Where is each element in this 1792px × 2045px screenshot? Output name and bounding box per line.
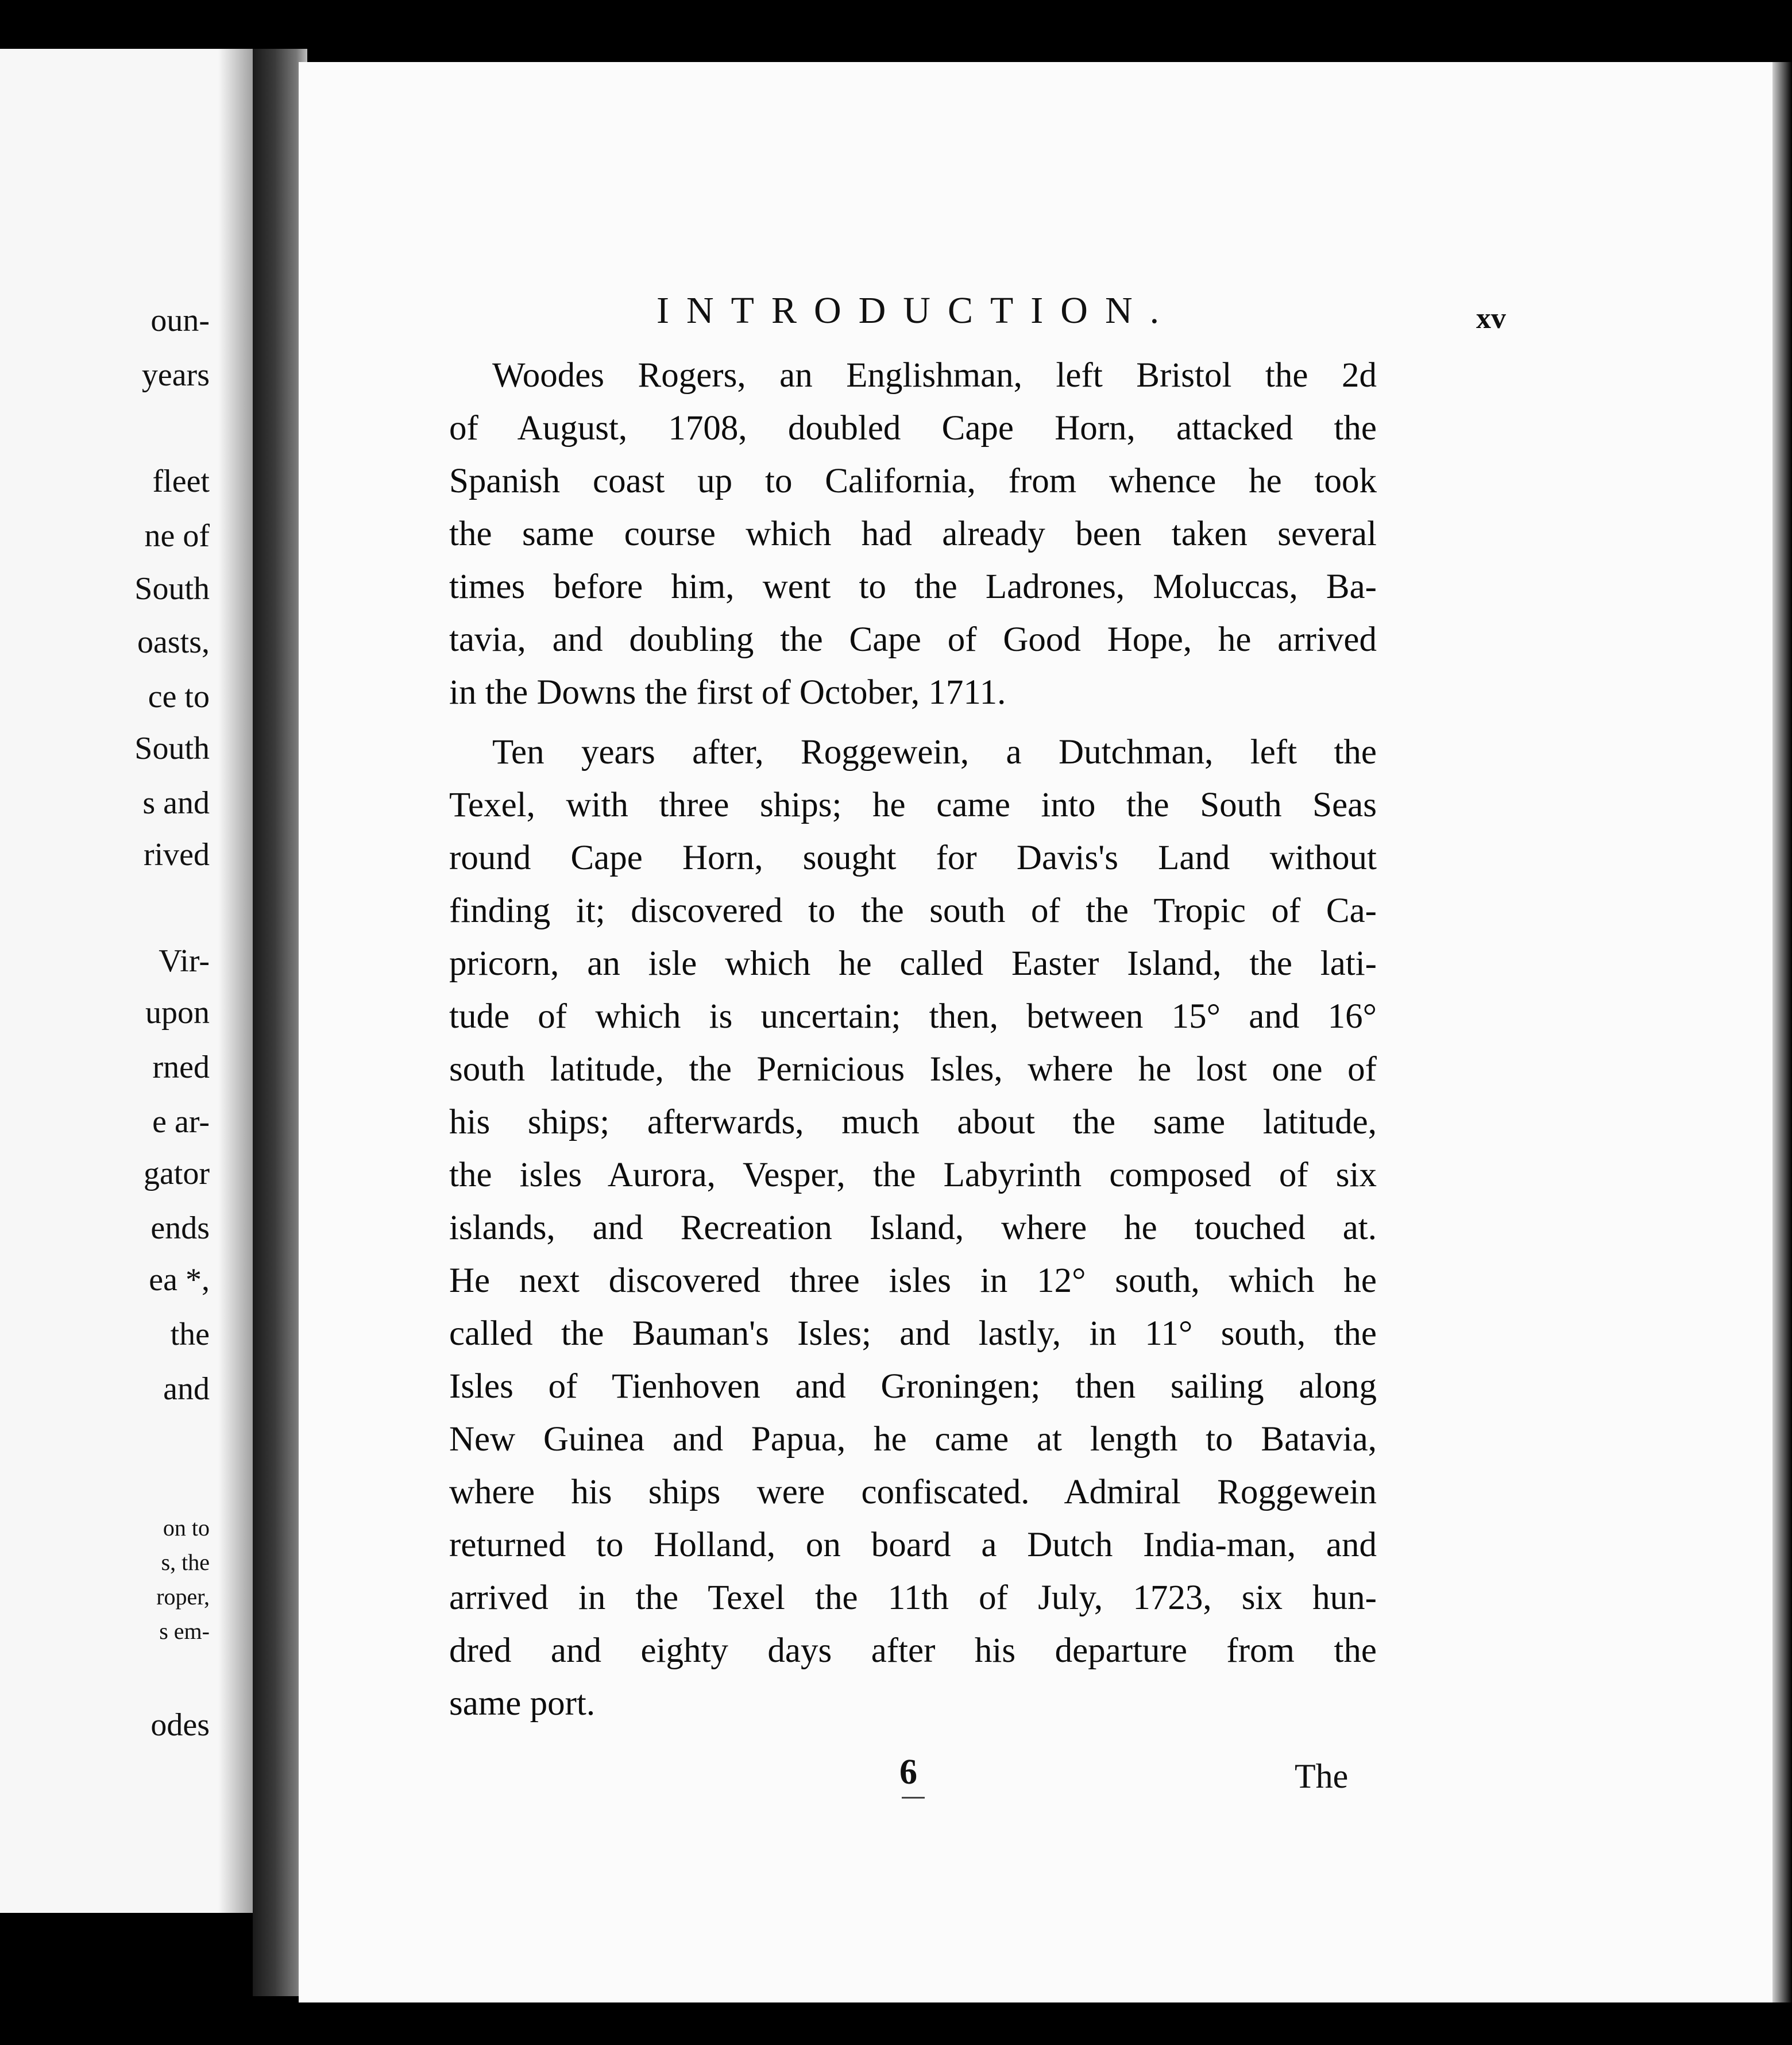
- gutter-shadow: [218, 49, 253, 1913]
- facing-page-fragment: rned: [152, 1049, 210, 1085]
- facing-page-fragment: e ar-: [152, 1104, 210, 1140]
- paragraph: [449, 349, 1377, 719]
- text-line: He next discovered three isles in 12° south, which he: [449, 1261, 1377, 1300]
- facing-page-footnote-fragment: on to: [163, 1515, 210, 1541]
- facing-page-footnote-fragment: s em-: [159, 1618, 210, 1644]
- facing-page-fragment: upon: [145, 995, 210, 1031]
- text-line: his ships; afterwards, much about the same latitude,: [449, 1103, 1377, 1141]
- text-line: of August, 1708, doubled Cape Horn, attacked the: [449, 409, 1377, 447]
- catchword: The: [1295, 1757, 1349, 1795]
- text-line: called the Bauman's Isles; and lastly, in 11° south, the: [449, 1314, 1377, 1353]
- page-footer: [299, 1752, 1772, 1804]
- text-line: New Guinea and Papua, he came at length to Batavia,: [449, 1420, 1377, 1458]
- text-line: tavia, and doubling the Cape of Good Hope, he arrived: [449, 620, 1377, 659]
- facing-page-fragment: oasts,: [137, 624, 210, 660]
- text-line: in the Downs the first of October, 1711.: [449, 673, 1006, 712]
- text-line: tude of which is uncertain; then, between 15° and 16°: [449, 997, 1377, 1036]
- text-line: Woodes Rogers, an Englishman, left Bristol the 2d: [492, 356, 1377, 395]
- text-line: times before him, went to the Ladrones, Moluccas, Ba-: [449, 568, 1377, 606]
- page-number: xv: [1476, 302, 1506, 335]
- facing-page-catchword: odes: [150, 1707, 210, 1743]
- signature-mark: 6: [899, 1753, 917, 1792]
- facing-page-fragment: years: [141, 357, 210, 393]
- text-line: round Cape Horn, sought for Davis's Land without: [449, 839, 1377, 877]
- text-line: islands, and Recreation Island, where he touched at.: [449, 1209, 1377, 1247]
- facing-page-fragment: oun-: [150, 303, 210, 338]
- text-line: Spanish coast up to California, from whence he took: [449, 462, 1377, 500]
- facing-page-footnote-fragment: s, the: [161, 1549, 210, 1575]
- text-line: Texel, with three ships; he came into the South Seas: [449, 786, 1377, 824]
- facing-page-fragment: South: [134, 731, 210, 766]
- facing-page-fragment: ne of: [144, 518, 210, 554]
- text-line: returned to Holland, on board a Dutch India-man, and: [449, 1526, 1377, 1564]
- text-line: finding it; discovered to the south of the Tropic of Ca-: [449, 892, 1377, 930]
- text-line: pricorn, an isle which he called Easter Island, the lati-: [449, 944, 1377, 983]
- facing-page-fragment: fleet: [152, 464, 210, 499]
- text-line: Isles of Tienhoven and Groningen; then sailing along: [449, 1367, 1377, 1406]
- page-header: [299, 289, 1772, 335]
- facing-page-fragment: Vir-: [159, 943, 210, 979]
- facing-page-fragment: ce to: [148, 679, 210, 715]
- facing-page-fragment: South: [134, 571, 210, 607]
- text-line: same port.: [449, 1684, 596, 1723]
- facing-page-fragment: ends: [150, 1210, 210, 1246]
- paragraph: [449, 726, 1377, 1730]
- text-line: where his ships were confiscated. Admiral Roggewein: [449, 1473, 1377, 1511]
- facing-page-fragment: and: [163, 1371, 210, 1407]
- text-line: dred and eighty days after his departure from the: [449, 1631, 1377, 1670]
- signature-rule: [902, 1797, 925, 1799]
- facing-page-footnote-fragment: roper,: [156, 1584, 210, 1610]
- page-right: [299, 62, 1772, 2002]
- body-text: [449, 349, 1377, 1730]
- text-line: Ten years after, Roggewein, a Dutchman, left the: [492, 733, 1377, 771]
- text-line: south latitude, the Pernicious Isles, where he lost one of: [449, 1050, 1377, 1089]
- text-line: arrived in the Texel the 11th of July, 1723, six hun-: [449, 1579, 1377, 1617]
- facing-page-fragment: the: [170, 1317, 210, 1352]
- facing-page-fragment: s and: [142, 785, 210, 821]
- facing-page-fragment: gator: [143, 1156, 210, 1191]
- facing-page-fragment: rived: [143, 837, 210, 873]
- text-line: the isles Aurora, Vesper, the Labyrinth composed of six: [449, 1156, 1377, 1194]
- facing-page-fragment: ea *,: [149, 1262, 210, 1298]
- page-edge: [1772, 62, 1792, 2002]
- running-head: INTRODUCTION.: [656, 290, 1177, 331]
- text-line: the same course which had already been taken several: [449, 515, 1377, 553]
- facing-page-left: [0, 49, 253, 1913]
